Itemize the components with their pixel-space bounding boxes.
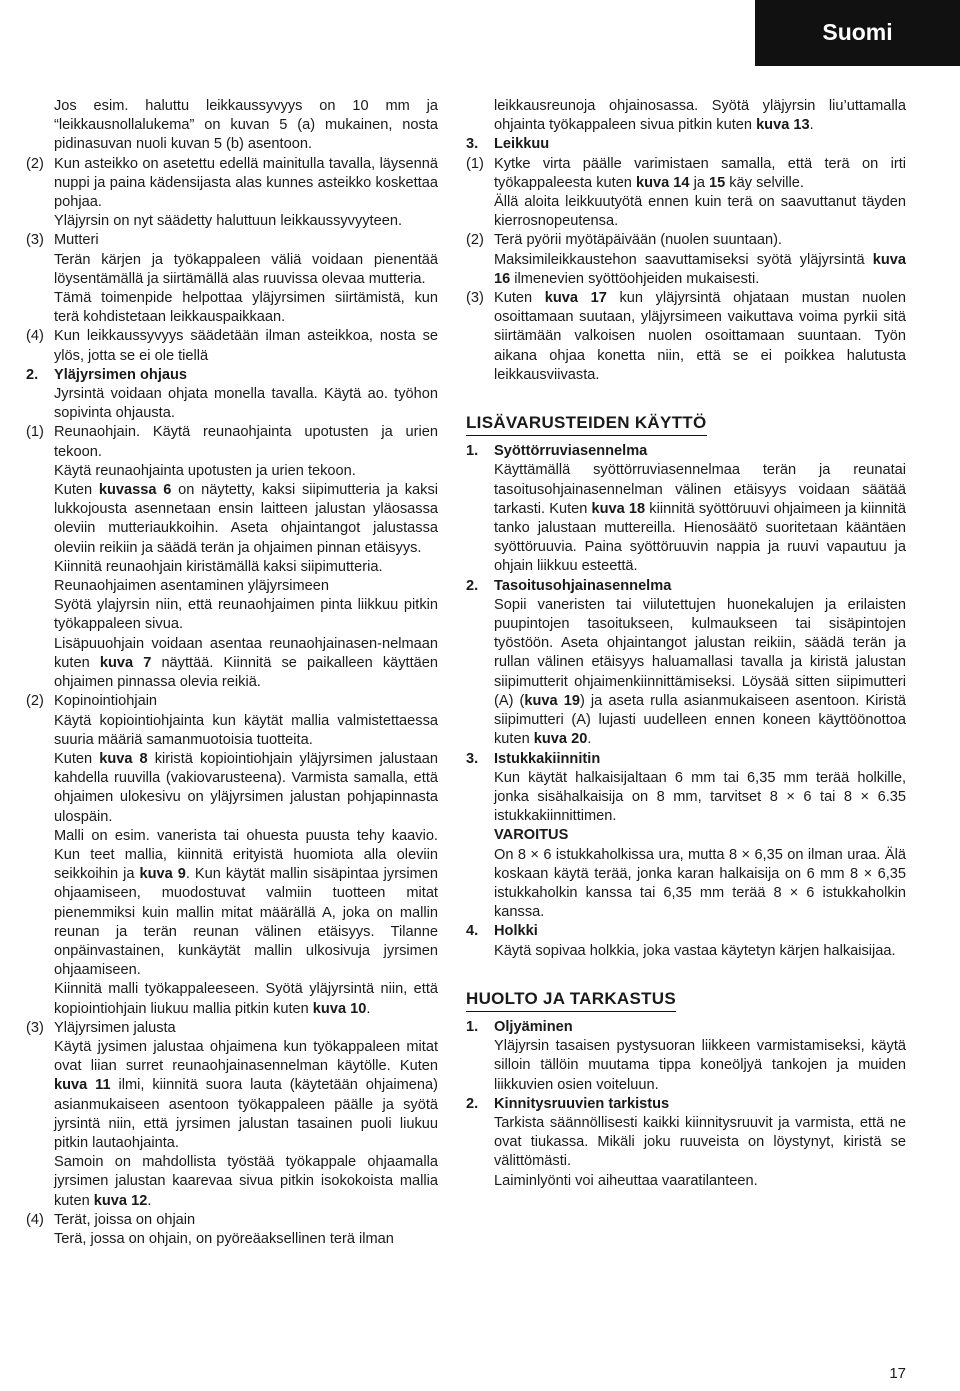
paragraph: Syötä ylajyrsin niin, että reunaohjaimen pinta liikkuu pitkin työkappaleen sivua. (54, 597, 438, 633)
paragraph: Jyrsintä voidaan ohjata monella tavalla. Käytä ao. työhon sopivinta ohjausta. (54, 386, 438, 422)
figure-ref: kuva 11 (54, 1077, 111, 1094)
text: Samoin on mahdollista työstää työkappale ohjaamalla jyrsimen jalustan kaarevaa sivua pitkin isokokoista mallia kuten (54, 1154, 438, 1209)
paragraph: Tarkista säännöllisesti kaikki kiinnitysruuvit ja varmista, että ne ovat tiukassa. Mikäli joku ruuveista on löystynyt, kiristä se välittömästi. (494, 1114, 906, 1170)
text: Maksimileikkaustehon saavuttamiseksi syötä yläjyrsintä (494, 251, 873, 268)
item-text: Terä pyörii myötäpäivään (nuolen suuntaan). (494, 232, 782, 249)
list-item (26, 1211, 438, 1230)
text: näyttää. Kiinnitä se paikalleen käyttäen ohjaimen pinnassa olevia reikiä. (54, 654, 438, 691)
paragraph (26, 97, 438, 155)
text: . Kun käytät mallin sisäpintaa jyrsimen ohjaamiseen, muodostuvat valmiin tuotteen mitat pienemmiksi kuin mallin mitat määrällä A, joka on mallin reunan ja terän reunan välinen etäisyys. Tilanne onpäinvastainen, kunkäytät mallin ulkosivuja jyrsimen ohjaamiseen. (54, 866, 438, 979)
list-item (26, 231, 438, 250)
item-text (494, 155, 906, 193)
section-number: 3. (466, 136, 479, 153)
item-number: (3) (26, 1019, 44, 1036)
figure-ref: kuva 16 (494, 251, 906, 287)
text: käy selville. (725, 174, 804, 191)
section-title: Leikkuu (494, 136, 550, 153)
text: ilmenevien syöttöohjeiden mukaisesti. (510, 270, 760, 287)
item-number: (1) (466, 155, 484, 172)
text: Kiinnitä malli työkappaleeseen. Syötä yläjyrsintä niin, että kopiointiohjain liukuu mallia pitkin kuten (54, 981, 438, 1017)
section-heading (466, 442, 906, 461)
section-heading (466, 922, 906, 941)
text: . (147, 1192, 152, 1209)
paragraph: Käytä sopivaa holkkia, joka vastaa käytetyn kärjen halkaisijaa. (494, 942, 896, 959)
figure-ref: kuva 17 (544, 290, 607, 307)
section-heading (26, 366, 438, 385)
section-number: 2. (26, 366, 39, 383)
text: kiristä kopiointiohjain yläjyrsimen jalustaan kahdella ruuvilla (vakiovarusteena). Varmista samalla, että ohjaimen ulokesivu on yläjyrsimen jalustan pohjapinnasta ulospäin. (54, 750, 438, 825)
section-title: Holkki (494, 923, 538, 940)
text: kun yläjyrsintä ohjataan mustan nuolen osoittamaan suutaan, yläjyrsimeen vaikuttava voima pyrkii sitä siirtämään valkoisen nuolen osoittamaan suuntaan. Työn aikana ohjaa konetta niin, että se ei poikkea halutusta leikkausviivasta. (494, 290, 906, 383)
section-number: 2. (466, 1095, 479, 1112)
section-number: 1. (466, 1018, 479, 1035)
paragraph (26, 980, 438, 1018)
section-title: Syöttörruviasennelma (494, 443, 648, 460)
warning-text: VAROITUS (494, 827, 569, 844)
section-number: 2. (466, 577, 479, 594)
paragraph: Yläjyrsin tasaisen pystysuoran liikkeen varmistamiseksi, käytä silloin tällöin muutama tippa koneöljyä tankojen ja muiden liikkuvien osien voiteluun. (494, 1038, 906, 1093)
paragraph (26, 1038, 438, 1153)
text: Kuten (54, 750, 100, 767)
paragraph (26, 750, 438, 827)
figure-ref: 15 (709, 174, 726, 191)
section-number: 1. (466, 443, 479, 460)
paragraph (466, 461, 906, 576)
paragraph: Terä, jossa on ohjain, on pyöreäaksellinen terä ilman (54, 1230, 394, 1247)
item-number: (2) (26, 693, 44, 710)
figure-ref: kuva 12 (93, 1192, 148, 1209)
paragraph: Käytä reunaohjainta upotusten ja urien tekoon. (54, 462, 356, 479)
item-text: Kun leikkaussyvyys säädetään ilman asteikkoa, nosta se ylös, jotta se ei ole tiellä (54, 328, 438, 364)
list-item (26, 1019, 438, 1038)
paragraph (466, 596, 906, 750)
section-heading (466, 577, 906, 596)
section-heading (466, 750, 906, 769)
item-number: (3) (466, 290, 484, 307)
text: Käyttämällä syöttörruviasennelmaa terän ja reunatai tasoitusohjainasennelman välinen etäisyys voidaan säätää tarkasti. Kuten (494, 462, 906, 517)
paragraph (26, 827, 438, 981)
language-tab: Suomi (755, 0, 960, 66)
paragraph: Laiminlyönti voi aiheuttaa vaaratilanteen. (494, 1172, 758, 1189)
list-item (466, 231, 906, 250)
item-number: (1) (26, 424, 44, 441)
text: Käytä jysimen jalustaa ohjaimena kun työkappaleen mitat ovat liian surret reunaohjainasennelman käytölle. Kuten (54, 1038, 438, 1075)
text: Lisäpuuohjain voidaan asentaa reunaohjainasen-nelmaan kuten (54, 635, 438, 671)
figure-ref: kuva 8 (99, 750, 148, 767)
figure-ref: kuva 14 (635, 174, 690, 191)
item-number: (4) (26, 1211, 44, 1228)
text: Kuten (54, 482, 99, 499)
item-number: (3) (26, 232, 44, 249)
paragraph: Kiinnitä reunaohjain kiristämällä kaksi siipimutteria. (54, 558, 383, 575)
paragraph: Yläjyrsin on nyt säädetty haluttuun leikkaussyvyyteen. (54, 213, 403, 230)
text: Kuten (494, 290, 545, 307)
paragraph: Ällä aloita leikkuutyötä ennen kuin terä on saavuttanut täyden kierrosnopeutensa. (494, 194, 906, 230)
paragraph (466, 97, 906, 135)
paragraph-text: Jos esim. haluttu leikkaussyvyys on 10 mm ja “leikkausnollalukema” on kuvan 5 (a) mukainen, nosta pidinasuvan nuoli kuvan 5 (b) asentoon. (54, 98, 438, 153)
text: leikkausreunoja ohjainosassa. Syötä yläjyrsin liu’uttamalla ohjainta työkappaleen sivua pitkin kuten (494, 98, 906, 134)
item-title: Kopinointiohjain (54, 693, 158, 710)
left-column (26, 97, 438, 1249)
text: . (366, 1000, 371, 1017)
item-title: Mutteri (54, 232, 99, 249)
list-item (466, 289, 906, 385)
warning-label (466, 826, 906, 845)
section-title: Istukkakiinnitin (494, 750, 601, 767)
item-title: Terät, joissa on ohjain (54, 1211, 196, 1228)
list-item (26, 155, 438, 213)
item-number: (4) (26, 328, 44, 345)
figure-ref: kuva 20 (533, 731, 588, 748)
figure-ref: kuva 13 (756, 117, 810, 134)
figure-ref: kuva 7 (99, 654, 152, 671)
text: Kytke virta päälle varimistaen samalla, että terä on irti työkappaleesta kuten (494, 155, 906, 191)
section-title: Oljyäminen (494, 1018, 573, 1035)
text: ja (689, 174, 710, 191)
list-item (26, 423, 438, 461)
paragraph (26, 1153, 438, 1211)
text: Malli on esim. vanerista tai ohuesta puusta tehy kaavio. Kun teet mallia, kiinnitä erityistä huomiota alla oleviin seikkoihin ja (54, 827, 438, 883)
item-text (494, 289, 906, 385)
figure-ref: kuva 9 (139, 866, 186, 883)
item-title: Yläjyrsimen jalusta (54, 1019, 176, 1036)
list-item (26, 692, 438, 711)
page-number: 17 (889, 1364, 906, 1382)
section-heading (466, 1018, 906, 1037)
text: on näytetty, kaksi siipimutteria ja kaksi lukkojousta asennetaan ensin laitteen jalustan yläosassa oleviin mutteriaukkoihin. Aseta ohjaintangot jalustassa oleviin reikiin ja säädä terän ja ohjaimen pinnan etäisyys. (54, 482, 438, 556)
figure-ref: kuvassa 6 (98, 482, 172, 499)
paragraph: Terän kärjen ja työkappaleen väliä voidaan pienentää löysentämällä ja siirtämällä alas ruuvissa olevaa mutteria. (54, 251, 438, 287)
section-title-maintenance: HUOLTO JA TARKASTUS (466, 989, 676, 1012)
text: . (809, 117, 814, 134)
section-number: 3. (466, 750, 479, 767)
figure-ref: kuva 18 (591, 500, 646, 517)
list-item (26, 327, 438, 365)
text: kiinnitä syöttöruuvi ohjaimeen ja kiinnitä tanko jalustaan muttereilla. Hienosäätö suoritetaan kääntäen syöttöruuvia. Paina syöttöruuvin nappia ja ruuvi vapautuu ja ohjain liikkuu esteettä. (494, 500, 906, 575)
section-title: Yläjyrsimen ohjaus (54, 366, 188, 383)
text: . (587, 731, 592, 748)
paragraph (26, 635, 438, 693)
item-number: (2) (26, 155, 44, 172)
list-item (466, 155, 906, 193)
figure-ref: kuva 10 (312, 1000, 367, 1017)
item-number: (2) (466, 232, 484, 249)
paragraph: Tämä toimenpide helpottaa yläjyrsimen siirtämistä, kun terä kohdistetaan leikkauspaikkaan. (54, 290, 438, 326)
section-number: 4. (466, 923, 479, 940)
section-title: Kinnitysruuvien tarkistus (494, 1095, 670, 1112)
paragraph: Kun käytät halkaisijaltaan 6 mm tai 6,35 mm terää holkille, jonka sisähalkaisija on 8 mm, tarvitset 8 × 6 tai 8 × 6.35 istukkakiinnittimen. (494, 769, 906, 825)
paragraph: Käytä kopiointiohjainta kun käytät mallia valmistettaessa suuria määriä samanmuotoisia tuotteita. (54, 712, 438, 748)
paragraph (466, 251, 906, 289)
section-heading (466, 1095, 906, 1114)
paragraph: On 8 × 6 istukkaholkissa ura, mutta 8 × 6,35 on ilman uraa. Älä koskaan käytä terää, jonka karan halkaisija on 6 mm 8 × 6,35 istukkaholkin kanssa tai 6,35 mm terää 8 × 6 istukkaholkin kanssa. (494, 846, 906, 921)
item-title: Reunaohjain. Käytä reunaohjainta upotusten ja urien tekoon. (54, 424, 438, 460)
text: ) ja aseta rulla asianmukaiseen asentoon. Kiristä siipimutteri (A) lujasti uudelleen ennen koneen käyttöönottoa kuten (494, 692, 906, 748)
text: ilmi, kiinnitä suora lauta (käytetään ohjaimena) asianmukaiseen asentoon työkappaleen päälle ja syötä jyrsintä niin, että jyrsimen jalustan tasainen puoli liukuu pitkin lautaohjainta. (54, 1077, 438, 1151)
item-text: Kun asteikko on asetettu edellä mainitulla tavalla, läysennä nuppi ja paina kädensijasta alas kunnes asteikko koskettaa pohjaa. (54, 155, 438, 211)
paragraph: Reunaohjaimen asentaminen yläjyrsimeen (54, 578, 330, 595)
section-heading (466, 135, 906, 154)
figure-ref: kuva 19 (524, 692, 580, 709)
section-title: Tasoitusohjainasennelma (494, 577, 672, 594)
text: Sopii vaneristen tai viilutettujen huonekalujen ja erilaisten puupintojen tasoitukseen, kulmaukseen tai sisäpintojen työstöön. Aseta ohjaintangot jalustan reikiin, säädä terän ja rullan välinen etäisyys haluamallasi tavalla ja kiristä jalustan siipimutterit ohjaimenkiinnittämiseksi. Löysää sitten siipimutteri (A) ( (494, 596, 906, 709)
right-column (466, 97, 906, 1191)
paragraph (26, 481, 438, 558)
section-title-accessories: LISÄVARUSTEIDEN KÄYTTÖ (466, 413, 707, 436)
